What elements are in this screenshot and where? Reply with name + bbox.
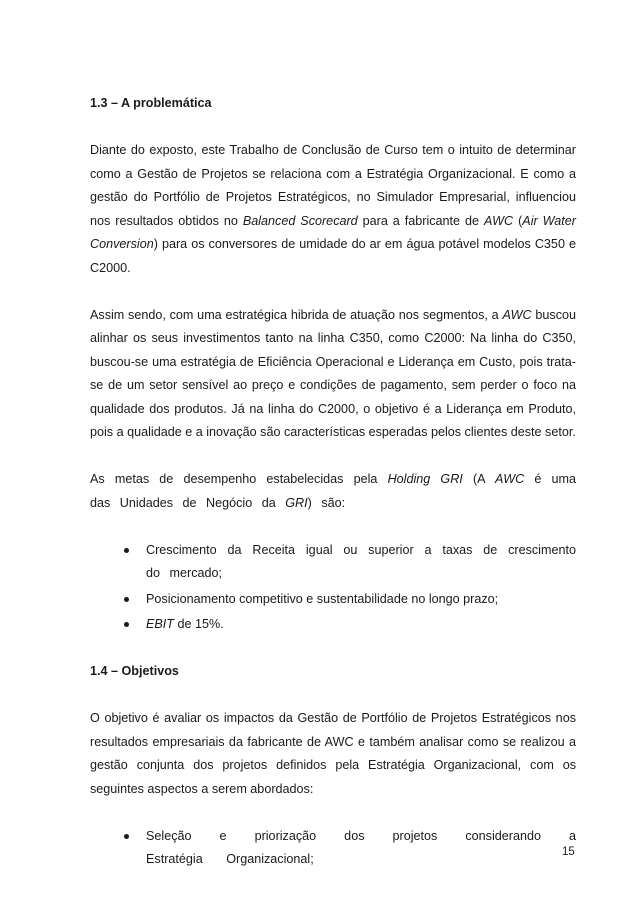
paragraph-problematica-3: As metas de desempenho estabelecidas pela Holding GRI (A AWC é uma das Unidades de Negócio da GRI) são:: [90, 472, 576, 510]
paragraph-problematica-2: Assim sendo, com uma estratégica hibrida de atuação nos segmentos, a AWC buscou alinhar os seus investimentos tanto na linha C350, como C2000: Na linha do C350, buscou-se uma estratégia de Eficiência Operacional e Liderança em Custo, pois trata-se de um setor sensível ao preço e condições de pagamento, sem perder o foco na qualidade dos produtos. Já na linha do C2000, o objetivo é a Liderança em Produto, pois a qualidade e a inovação são características esperadas pelos clientes deste setor.: [90, 307, 577, 439]
page-number: 15: [562, 846, 575, 858]
list-item: EBIT de 15%.: [146, 613, 576, 637]
document-page: [90, 92, 576, 872]
list-item: Seleção e priorização dos projetos considerando a Estratégia Organizacional;: [146, 825, 576, 872]
paragraph-problematica-1: Diante do exposto, este Trabalho de Conclusão de Curso tem o intuito de determinar como a Gestão de Projetos se relaciona com a Estratégia Organizacional. E como a gestão do Portfólio de Projetos Estratégicos, no Simulador Empresarial, influenciou nos resultados obtidos no Balanced Scorecard para a fabricante de AWC (Air Water Conversion) para os conversores de umidade do ar em água potável modelos C350 e C2000.: [90, 143, 576, 275]
paragraph-objetivos-1: O objetivo é avaliar os impactos da Gestão de Portfólio de Projetos Estratégicos nos resultados empresariais da fabricante de AWC e também analisar como se realizou a gestão conjunta dos projetos definidos pela Estratégia Organizacional, com os seguintes aspectos a serem abordados:: [90, 711, 576, 796]
aspectos-list: [90, 825, 576, 872]
bullet-icon: [124, 834, 129, 839]
bullet-icon: [124, 548, 129, 553]
section-heading-problematica: 1.3 – A problemática: [90, 96, 212, 110]
list-item: Crescimento da Receita igual ou superior a taxas de crescimento do mercado;: [146, 539, 576, 586]
bullet-icon: [124, 597, 129, 602]
bullet-icon: [124, 622, 129, 627]
section-heading-objetivos: 1.4 – Objetivos: [90, 664, 179, 678]
list-item: Posicionamento competitivo e sustentabilidade no longo prazo;: [146, 588, 576, 612]
metas-list: [90, 539, 576, 637]
